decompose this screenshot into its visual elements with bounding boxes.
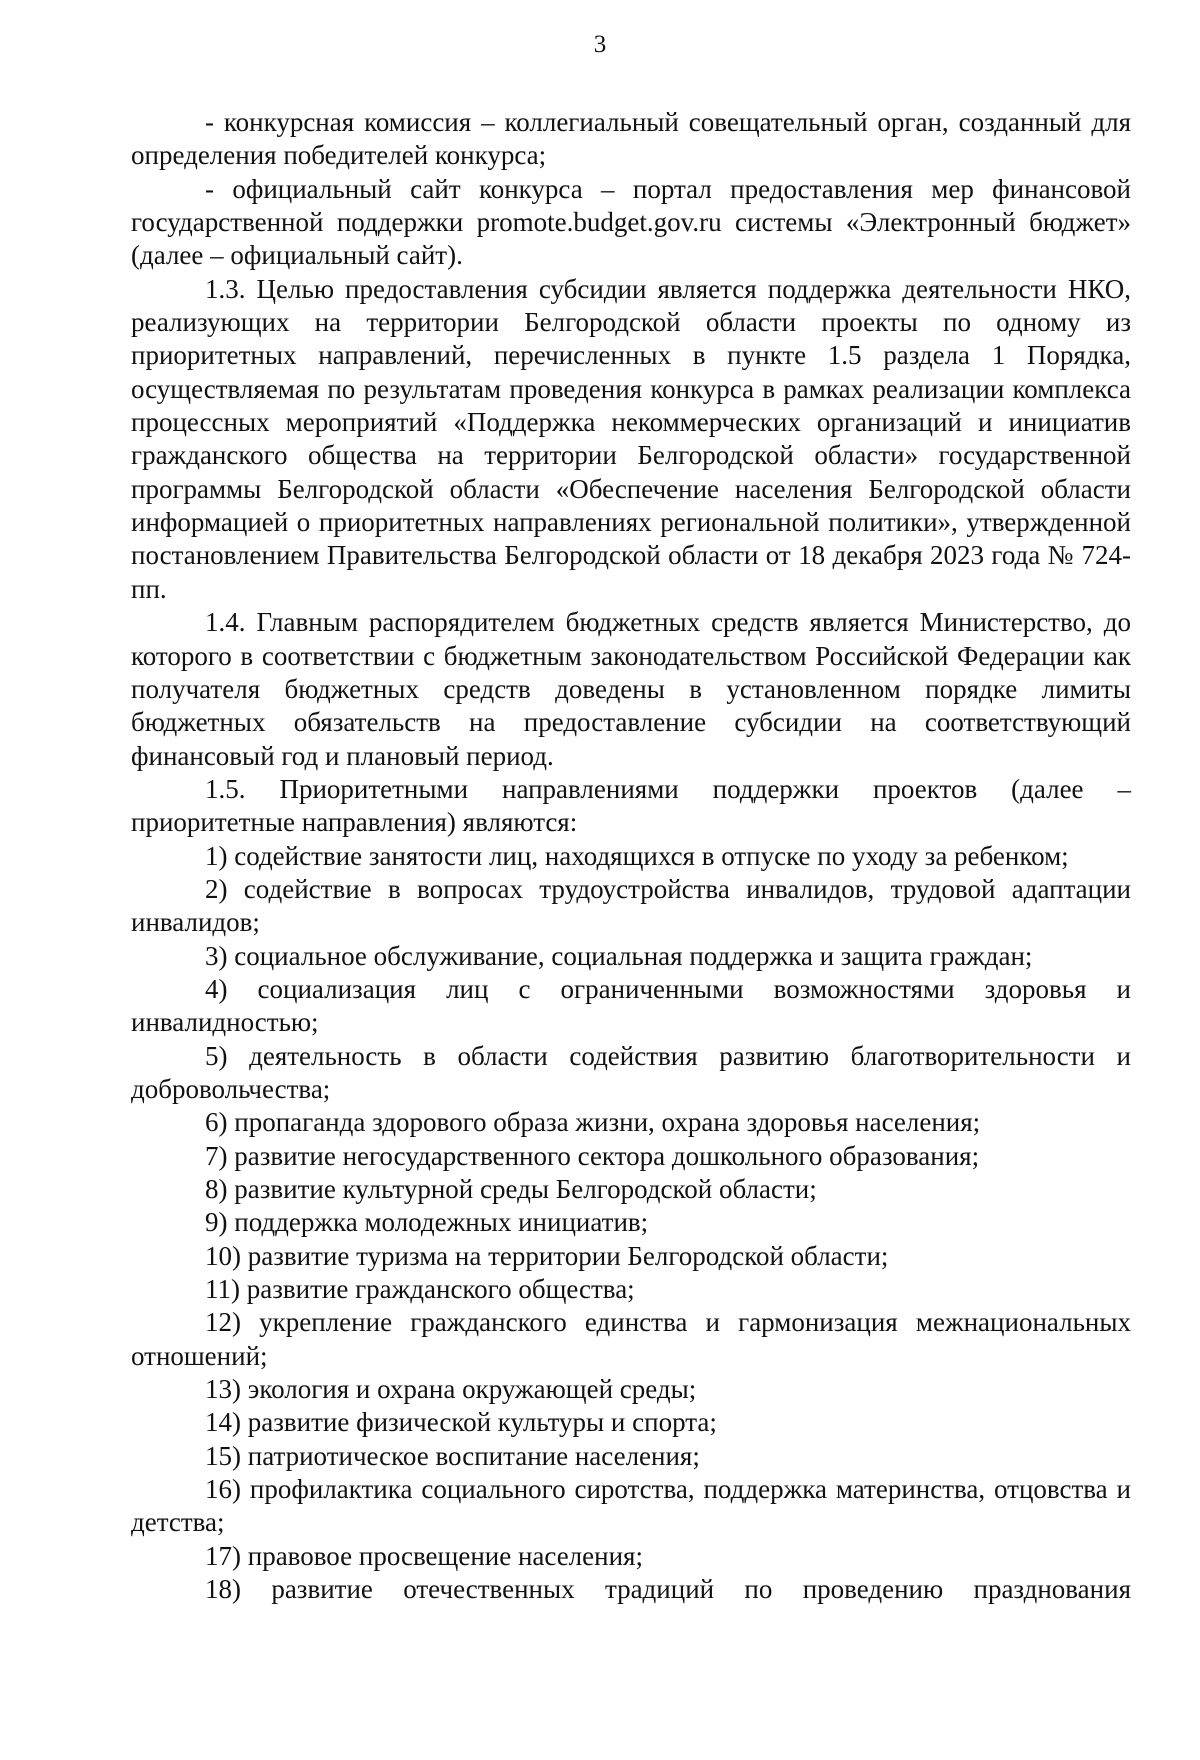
list-item-2: 2) содействие в вопросах трудоустройства инвалидов, трудовой адаптации инвалидов; bbox=[131, 873, 1131, 938]
list-item-16: 16) профилактика социального сиротства, поддержка материнства, отцовства и детства; bbox=[131, 1474, 1131, 1538]
list-item-15: 15) патриотическое воспитание населения; bbox=[205, 1440, 700, 1471]
paragraph-1-5: 1.5. Приоритетными направлениями поддержки проектов (далее – приоритетные направления) являются: bbox=[131, 773, 1131, 838]
list-item-17: 17) правовое просвещение населения; bbox=[205, 1540, 643, 1571]
paragraph-competition-commission: - конкурсная комиссия – коллегиальный совещательный орган, созданный для определения победителей конкурса; bbox=[131, 107, 1131, 171]
paragraph-1-3: 1.3. Целью предоставления субсидии является поддержка деятельности НКО, реализующих на территории Белгородской области проекты по одному из приоритетных направлений, перечисленных в пункте 1.5 раздела 1 Порядка, осуществляемая по результатам проведения конкурса в рамках реализации комплекса процессных мероприятий «Поддержка некоммерческих организаций и инициатив гражданского общества на территории Белгородской области» государственной программы Белгородской области «Обеспечение населения Белгородской области информацией о приоритетных направлениях региональной политики», утвержденной постановлением Правительства Белгородской области от 18 декабря 2023 года № 724-пп. bbox=[131, 273, 1131, 604]
list-item-11: 11) развитие гражданского общества; bbox=[205, 1274, 635, 1305]
list-item-14: 14) развитие физической культуры и спорта; bbox=[205, 1407, 717, 1438]
paragraph-1-4: 1.4. Главным распорядителем бюджетных средств является Министерство, до которого в соответствии с бюджетным законодательством Российской Федерации как получателя бюджетных средств доведены в установленном порядке лимиты бюджетных обязательств на предоставление субсидии на соответствующий финансовый год и плановый период. bbox=[131, 607, 1131, 771]
page-number: 3 bbox=[593, 31, 607, 58]
list-item-9: 9) поддержка молодежных инициатив; bbox=[205, 1207, 649, 1238]
paragraph-official-site: - официальный сайт конкурса – портал предоставления мер финансовой государственной поддержки promote.budget.gov.ru системы «Электронный бюджет» (далее – официальный сайт). bbox=[131, 173, 1131, 271]
list-item-3: 3) социальное обслуживание, социальная поддержка и защита граждан; bbox=[205, 940, 1033, 971]
list-item-1: 1) содействие занятости лиц, находящихся в отпуске по уходу за ребенком; bbox=[205, 840, 1069, 871]
list-item-12: 12) укрепление гражданского единства и гармонизация межнациональных отношений; bbox=[131, 1307, 1131, 1371]
list-item-13: 13) экология и охрана окружающей среды; bbox=[205, 1374, 697, 1405]
list-item-7: 7) развитие негосударственного сектора дошкольного образования; bbox=[205, 1140, 980, 1171]
list-item-10: 10) развитие туризма на территории Белгородской области; bbox=[205, 1240, 889, 1271]
list-item-6: 6) пропаганда здорового образа жизни, охрана здоровья населения; bbox=[205, 1107, 981, 1138]
list-item-4: 4) социализация лиц с ограниченными возможностями здоровья и инвалидностью; bbox=[131, 973, 1131, 1038]
document-body bbox=[131, 106, 1131, 1606]
list-item-5: 5) деятельность в области содействия развитию благотворительности и добровольчества; bbox=[131, 1040, 1131, 1104]
list-item-8: 8) развитие культурной среды Белгородской области; bbox=[205, 1174, 817, 1204]
list-item-18: 18) развитие отечественных традиций по проведению празднования bbox=[205, 1574, 1131, 1605]
